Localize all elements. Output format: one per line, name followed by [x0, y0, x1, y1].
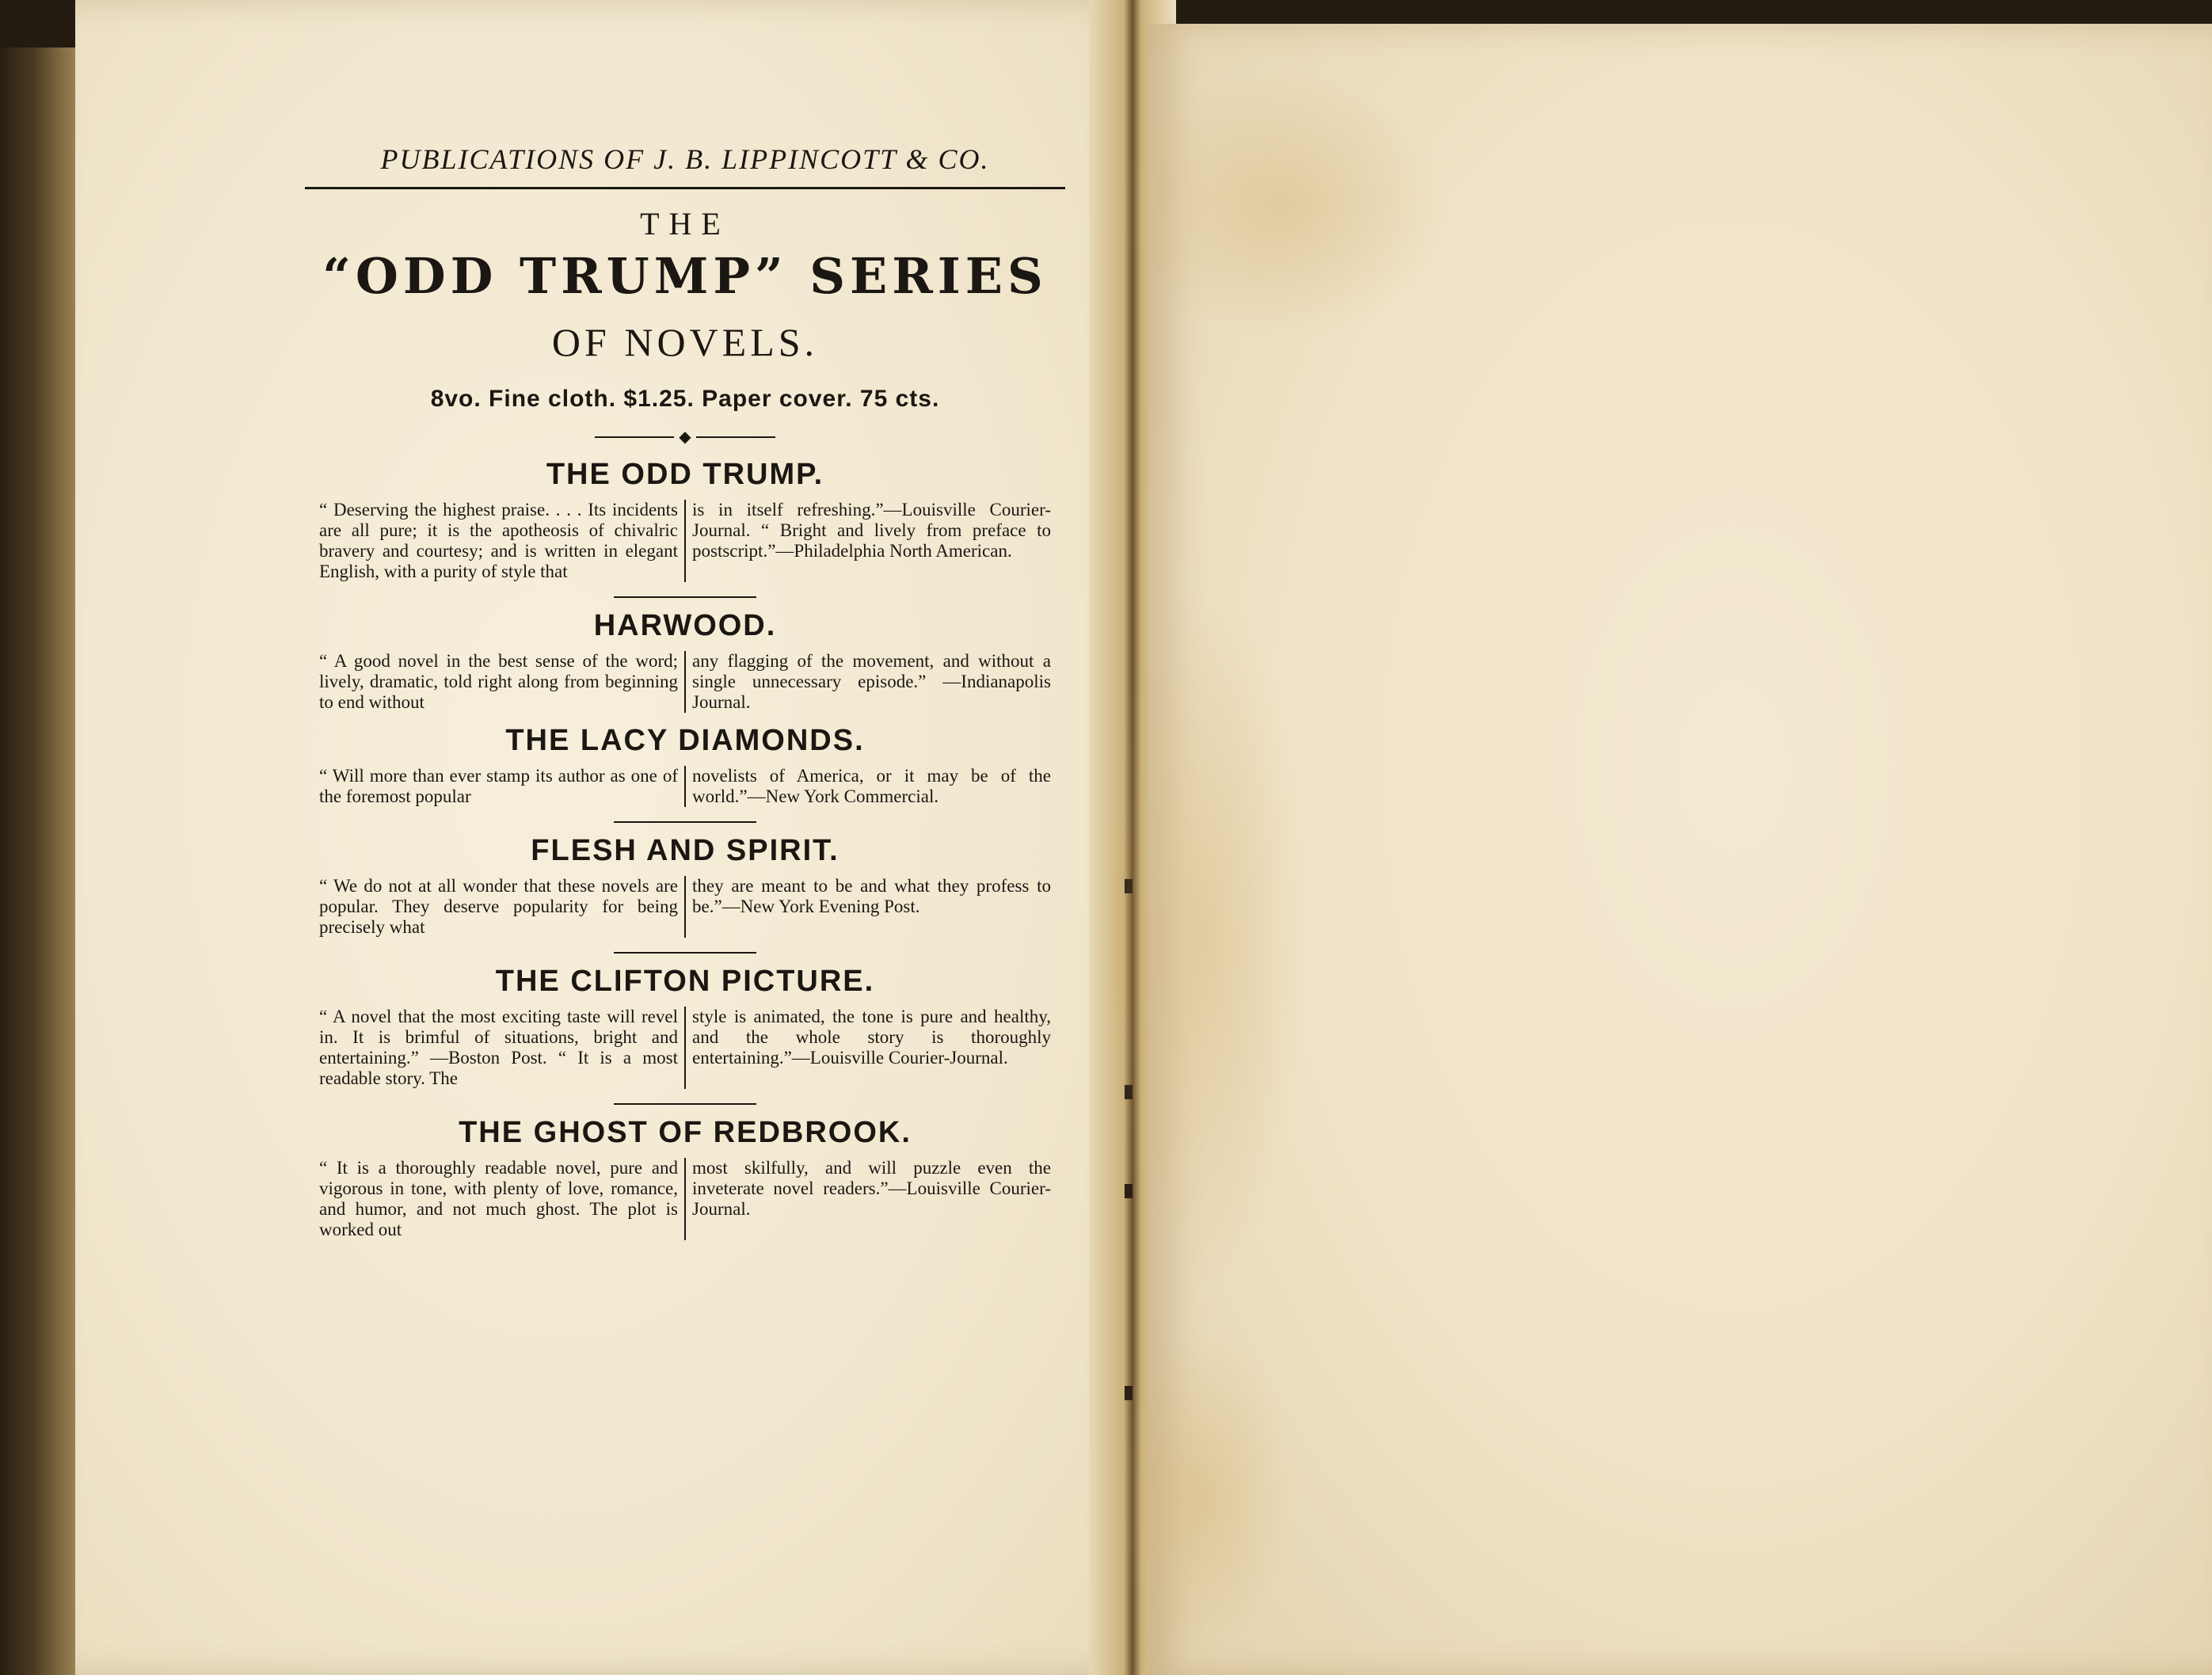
book-entry — [313, 609, 1057, 713]
ornament-divider: ◆ — [313, 427, 1057, 447]
review-right: any flagging of the movement, and without a single unnecessary episode.” —Indianapolis Journal. — [692, 651, 1051, 712]
section-rule — [614, 596, 756, 598]
water-stain — [1101, 578, 1307, 1291]
book-title: THE LACY DIAMONDS. — [505, 724, 865, 757]
running-head: PUBLICATIONS OF J. B. LIPPINCOTT & CO. — [305, 143, 1065, 189]
water-stain — [1117, 1330, 1291, 1663]
book-entry — [313, 1116, 1057, 1240]
book-entry — [313, 834, 1057, 954]
review-columns — [313, 766, 1057, 807]
review-columns — [313, 1158, 1057, 1240]
price-line: 8vo. Fine cloth. $1.25. Paper cover. 75 cts. — [430, 386, 940, 412]
review-columns — [313, 500, 1057, 582]
book-entry — [313, 965, 1057, 1105]
right-page-blank — [1148, 24, 2212, 1675]
book-title: FLESH AND SPIRIT. — [531, 834, 839, 867]
binding-thread — [1125, 1386, 1133, 1400]
review-left: “ A good novel in the best sense of the word; lively, dramatic, told right along from beginning to end without — [313, 651, 686, 713]
review-right: is in itself refreshing.”—Louisville Courier-Journal. “ Bright and lively from preface to postscript.”—Philadelphia North American. — [692, 500, 1051, 561]
review-columns — [313, 876, 1057, 938]
advertisement-text — [313, 143, 1057, 1240]
review-right: novelists of America, or it may be of the world.”—New York Commercial. — [692, 766, 1051, 806]
book-title: THE GHOST OF REDBROOK. — [459, 1116, 912, 1149]
left-page — [75, 0, 1140, 1675]
section-rule — [614, 952, 756, 954]
review-right: most skilfully, and will puzzle even the inveterate novel readers.”—Louisville Courier-Journal. — [692, 1158, 1051, 1219]
book-title: THE CLIFTON PICTURE. — [495, 965, 875, 998]
series-article: THE — [640, 206, 730, 242]
review-right: they are meant to be and what they profess to be.”—New York Evening Post. — [692, 876, 1051, 916]
book-title: THE ODD TRUMP. — [546, 458, 824, 491]
review-left: “ Deserving the highest praise. . . . Its incidents are all pure; it is the apotheosis of chivalric bravery and courtesy; and is written in elegant English, with a purity of style that — [313, 500, 686, 582]
section-rule — [614, 1103, 756, 1105]
book-entry — [313, 724, 1057, 823]
series-subtitle: OF NOVELS. — [551, 320, 819, 364]
section-rule — [614, 821, 756, 823]
review-left: “ We do not at all wonder that these novels are popular. They deserve popularity for being precisely what — [313, 876, 686, 938]
series-title: “ODD TRUMP” SERIES — [322, 247, 1048, 305]
review-right: style is animated, the tone is pure and healthy, and the whole story is thoroughly entertaining.”—Louisville Courier-Journal. — [692, 1007, 1051, 1068]
book-entry — [313, 458, 1057, 598]
review-left: “ Will more than ever stamp its author as one of the foremost popular — [313, 766, 686, 807]
review-left: “ A novel that the most exciting taste will revel in. It is brimful of situations, bright and entertaining.” —Boston Post. “ It is a most readable story. The — [313, 1007, 686, 1089]
review-columns — [313, 651, 1057, 713]
review-left: “ It is a thoroughly readable novel, pure and vigorous in tone, with plenty of love, romance, and humor, and not much ghost. The plot is worked out — [313, 1158, 686, 1240]
review-columns — [313, 1007, 1057, 1089]
water-stain — [1117, 71, 1449, 341]
book-title: HARWOOD. — [593, 609, 777, 642]
